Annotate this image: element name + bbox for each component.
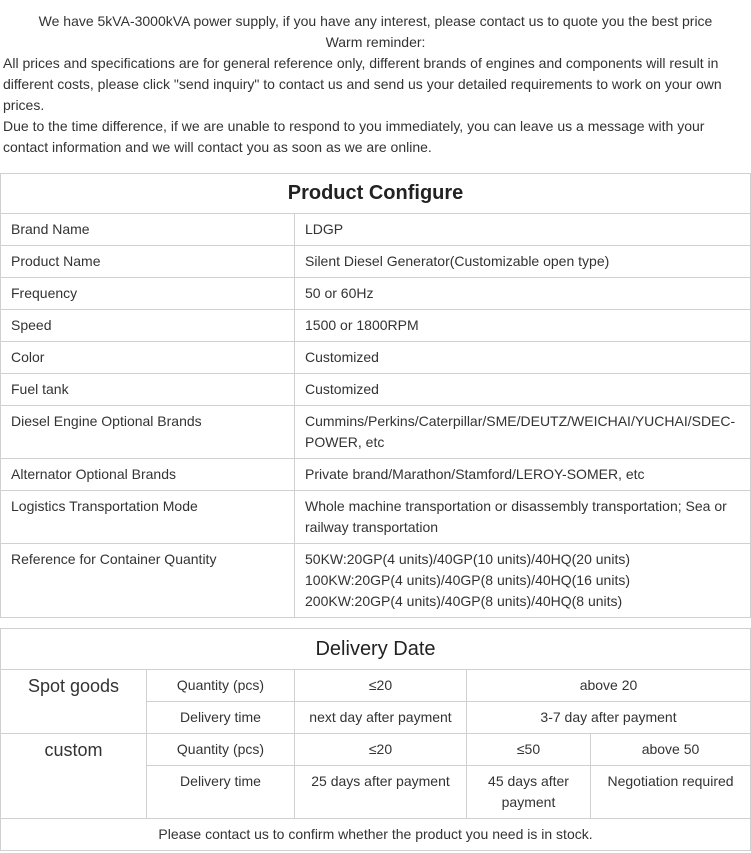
delivery-time-label: Delivery time bbox=[147, 766, 295, 819]
table-row bbox=[1, 734, 751, 766]
config-value: Customized bbox=[295, 374, 751, 406]
config-value: 1500 or 1800RPM bbox=[295, 310, 751, 342]
product-configure-table bbox=[0, 173, 751, 618]
config-label: Alternator Optional Brands bbox=[1, 459, 295, 491]
delivery-date-title: Delivery Date bbox=[1, 629, 751, 670]
config-value: Whole machine transportation or disassembly transportation; Sea or railway transportation bbox=[295, 491, 751, 544]
config-value: Private brand/Marathon/Stamford/LEROY-SOMER, etc bbox=[295, 459, 751, 491]
time-difference-note: Due to the time difference, if we are unable to respond to you immediately, you can leave us a message with your contact information and we will contact you as soon as we are online. bbox=[3, 118, 705, 155]
custom-time-1: 25 days after payment bbox=[295, 766, 467, 819]
spot-qty-1: ≤20 bbox=[295, 670, 467, 702]
table-row bbox=[1, 459, 751, 491]
table-row bbox=[1, 310, 751, 342]
config-value: 50 or 60Hz bbox=[295, 278, 751, 310]
stock-confirm-note: Please contact us to confirm whether the product you need is in stock. bbox=[1, 819, 751, 851]
table-row bbox=[1, 544, 751, 618]
quantity-label: Quantity (pcs) bbox=[147, 670, 295, 702]
pricing-note: All prices and specifications are for general reference only, different brands of engines and components will result in different costs, please click "send inquiry" to contact us and send us your detailed requirements to work on your own prices. bbox=[3, 55, 722, 113]
spot-goods-label: Spot goods bbox=[1, 670, 147, 734]
custom-qty-1: ≤20 bbox=[295, 734, 467, 766]
config-value: LDGP bbox=[295, 214, 751, 246]
config-label: Frequency bbox=[1, 278, 295, 310]
table-row bbox=[1, 819, 751, 851]
container-line: 50KW:20GP(4 units)/40GP(10 units)/40HQ(20 units) bbox=[305, 551, 631, 567]
power-supply-notice: We have 5kVA-3000kVA power supply, if you have any interest, please contact us to quote you the best price bbox=[38, 13, 713, 29]
config-value: Customized bbox=[295, 342, 751, 374]
spot-time-1: next day after payment bbox=[295, 702, 467, 734]
table-row bbox=[1, 278, 751, 310]
custom-time-3: Negotiation required bbox=[591, 766, 751, 819]
delivery-time-label: Delivery time bbox=[147, 702, 295, 734]
config-label: Color bbox=[1, 342, 295, 374]
table-row bbox=[1, 491, 751, 544]
delivery-date-table bbox=[0, 628, 751, 851]
config-label: Fuel tank bbox=[1, 374, 295, 406]
table-row bbox=[1, 406, 751, 459]
config-label: Product Name bbox=[1, 246, 295, 278]
table-row bbox=[1, 670, 751, 702]
quantity-label: Quantity (pcs) bbox=[147, 734, 295, 766]
spot-qty-2: above 20 bbox=[467, 670, 751, 702]
config-label: Reference for Container Quantity bbox=[1, 544, 295, 618]
product-configure-title: Product Configure bbox=[1, 174, 751, 214]
config-label: Brand Name bbox=[1, 214, 295, 246]
config-label: Logistics Transportation Mode bbox=[1, 491, 295, 544]
config-value bbox=[295, 544, 751, 618]
warm-reminder-heading: Warm reminder: bbox=[325, 34, 426, 50]
table-row bbox=[1, 214, 751, 246]
container-line: 100KW:20GP(4 units)/40GP(8 units)/40HQ(16 units) bbox=[305, 572, 631, 588]
container-line: 200KW:20GP(4 units)/40GP(8 units)/40HQ(8 units) bbox=[305, 593, 623, 609]
custom-qty-2: ≤50 bbox=[467, 734, 591, 766]
spot-time-2: 3-7 day after payment bbox=[467, 702, 751, 734]
custom-qty-3: above 50 bbox=[591, 734, 751, 766]
config-label: Diesel Engine Optional Brands bbox=[1, 406, 295, 459]
table-row bbox=[1, 374, 751, 406]
custom-time-2: 45 days after payment bbox=[467, 766, 591, 819]
config-value: Cummins/Perkins/Caterpillar/SME/DEUTZ/WEICHAI/YUCHAI/SDEC-POWER, etc bbox=[295, 406, 751, 459]
custom-label: custom bbox=[1, 734, 147, 819]
config-value: Silent Diesel Generator(Customizable open type) bbox=[295, 246, 751, 278]
table-row bbox=[1, 342, 751, 374]
intro-section bbox=[0, 0, 751, 158]
config-label: Speed bbox=[1, 310, 295, 342]
table-row bbox=[1, 246, 751, 278]
